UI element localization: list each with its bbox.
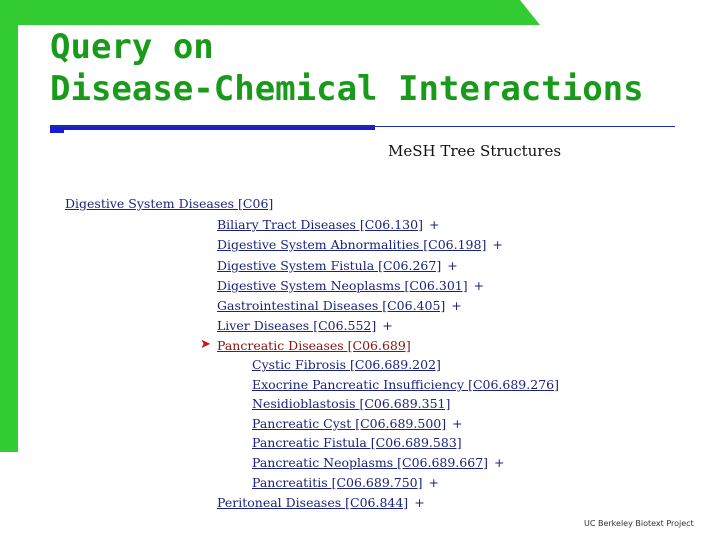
tree-child-current[interactable] [217, 338, 411, 354]
tree-item-label[interactable]: Digestive System Neoplasms [C06.301] [217, 278, 468, 293]
mesh-heading: MeSH Tree Structures [388, 142, 562, 160]
tree-grandchild[interactable] [252, 416, 463, 432]
tree-grandchild[interactable] [252, 357, 441, 373]
tree-item-label[interactable]: Digestive System Fistula [C06.267] [217, 258, 442, 273]
tree-child[interactable] [217, 217, 439, 233]
tree-root-label[interactable]: Digestive System Diseases [C06] [65, 196, 274, 211]
tree-item-label[interactable]: Biliary Tract Diseases [C06.130] [217, 217, 423, 232]
tree-item-label[interactable]: Gastrointestinal Diseases [C06.405] [217, 298, 446, 313]
expand-plus-icon[interactable]: + [382, 318, 393, 333]
tree-item-label[interactable]: Pancreatic Cyst [C06.689.500] [252, 416, 447, 431]
tree-grandchild[interactable] [252, 455, 505, 471]
expand-plus-icon[interactable]: + [414, 495, 425, 510]
tree-child[interactable] [217, 495, 425, 511]
tree-item-label[interactable]: Exocrine Pancreatic Insufficiency [C06.689.276] [252, 377, 559, 392]
tree-grandchild[interactable] [252, 475, 439, 491]
tree-grandchild[interactable] [252, 435, 462, 451]
tree-child[interactable] [217, 258, 458, 274]
tree-item-label[interactable]: Pancreatitis [C06.689.750] [252, 475, 423, 490]
tree-child[interactable] [217, 278, 484, 294]
tree-child[interactable] [217, 298, 462, 314]
tree-child[interactable] [217, 318, 393, 334]
tree-item-label[interactable]: Pancreatic Diseases [C06.689] [217, 338, 411, 353]
tree-item-label[interactable]: Cystic Fibrosis [C06.689.202] [252, 357, 441, 372]
title-line-2: Disease-Chemical Interactions [50, 69, 644, 109]
tree-child[interactable] [217, 237, 503, 253]
expand-plus-icon[interactable]: + [451, 298, 462, 313]
expand-plus-icon[interactable]: + [447, 258, 458, 273]
footer-credit: UC Berkeley Biotext Project [584, 519, 694, 528]
tree-item-label[interactable]: Pancreatic Fistula [C06.689.583] [252, 435, 462, 450]
expand-plus-icon[interactable]: + [492, 237, 503, 252]
tree-root[interactable] [65, 196, 273, 212]
current-node-arrow-icon: ➤ [200, 337, 211, 352]
tree-item-label[interactable]: Liver Diseases [C06.552] [217, 318, 377, 333]
tree-item-label[interactable]: Pancreatic Neoplasms [C06.689.667] [252, 455, 489, 470]
tree-grandchild[interactable] [252, 377, 559, 393]
tree-item-label[interactable]: Peritoneal Diseases [C06.844] [217, 495, 409, 510]
tree-item-label[interactable]: Nesidioblastosis [C06.689.351] [252, 396, 451, 411]
tree-item-label[interactable]: Digestive System Abnormalities [C06.198] [217, 237, 487, 252]
expand-plus-icon[interactable]: + [428, 217, 440, 232]
expand-plus-icon[interactable]: + [494, 455, 505, 470]
expand-plus-icon[interactable]: + [452, 416, 463, 431]
expand-plus-icon[interactable]: + [473, 278, 485, 293]
tree-grandchild[interactable] [252, 396, 450, 412]
title-line-1: Query on [50, 27, 214, 67]
expand-plus-icon[interactable]: + [428, 475, 439, 490]
